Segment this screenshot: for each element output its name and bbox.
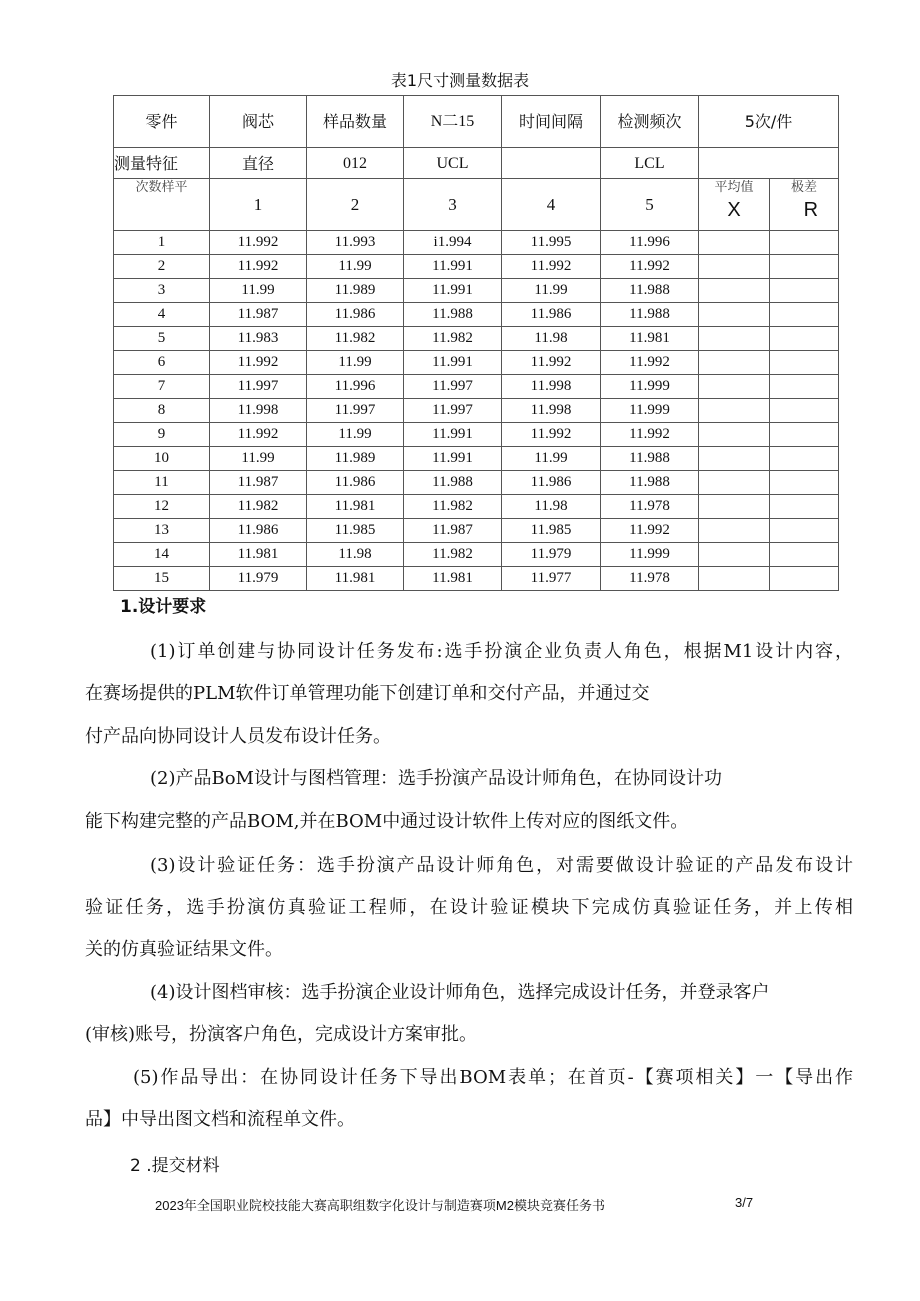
header-cell: 直径 [210,148,307,179]
range-cell [770,567,839,591]
measurement-cell: i1.994 [404,231,502,255]
measurement-cell: 11.99 [307,351,404,375]
measurement-cell: 11.986 [307,471,404,495]
mean-cell [699,255,770,279]
header-cell: 阀芯 [210,96,307,148]
range-cell [770,543,839,567]
header-cell [502,148,601,179]
header-cell [699,148,839,179]
measurement-cell: 11.986 [210,519,307,543]
measurement-cell: 11.992 [210,231,307,255]
measurement-cell: 11.988 [601,303,699,327]
measurement-cell: 11.981 [404,567,502,591]
mean-cell [699,471,770,495]
header-cell: 零件 [114,96,210,148]
measurement-cell: 11.987 [404,519,502,543]
row-index-cell: 12 [114,495,210,519]
measurement-cell: 11.997 [210,375,307,399]
table-row [114,447,839,471]
mean-cell [699,423,770,447]
measurement-cell: 11.988 [601,279,699,303]
mean-cell [699,519,770,543]
header-cell: 时间间隔 [502,96,601,148]
measurement-cell: 11.997 [307,399,404,423]
mean-cell [699,231,770,255]
table-row [114,375,839,399]
measurement-cell: 11.989 [307,279,404,303]
header-cell: UCL [404,148,502,179]
measurement-cell: 11.99 [210,447,307,471]
measurement-cell: 11.999 [601,399,699,423]
range-cell [770,255,839,279]
measurement-cell: 11.982 [307,327,404,351]
table-row [114,543,839,567]
measurement-cell: 11.981 [307,495,404,519]
range-symbol: R [803,199,819,221]
measurement-cell: 11.99 [502,447,601,471]
measurement-cell: 11.996 [601,231,699,255]
row-index-cell: 11 [114,471,210,495]
row-index-cell: 8 [114,399,210,423]
measurement-cell: 11.992 [601,351,699,375]
sample-header: 1 [210,179,307,231]
range-cell [770,351,839,375]
measurement-cell: 11.987 [210,471,307,495]
measurement-cell: 11.991 [404,423,502,447]
mean-cell [699,447,770,471]
measurement-cell: 11.985 [307,519,404,543]
page-number: 3/7 [735,1195,754,1210]
measurement-cell: 11.982 [404,495,502,519]
measurement-cell: 11.995 [502,231,601,255]
measurement-cell: 11.978 [601,567,699,591]
measurement-cell: 11.98 [502,327,601,351]
measurement-cell: 11.978 [601,495,699,519]
header-cell: 5次/件 [699,96,839,148]
measurement-table [113,95,839,591]
mean-cell [699,495,770,519]
sample-header: 2 [307,179,404,231]
measurement-cell: 11.991 [404,447,502,471]
range-cell [770,519,839,543]
table-row [114,351,839,375]
measurement-cell: 11.986 [307,303,404,327]
measurement-cell: 11.992 [210,351,307,375]
range-cell [770,471,839,495]
table-row [114,519,839,543]
measurement-cell: 11.99 [502,279,601,303]
measurement-cell: 11.992 [601,519,699,543]
sample-header: 3 [404,179,502,231]
measurement-cell: 11.991 [404,279,502,303]
table-row [114,231,839,255]
mean-cell [699,303,770,327]
row-index-cell: 1 [114,231,210,255]
header-cell: 012 [307,148,404,179]
measurement-cell: 11.988 [404,471,502,495]
row-index-cell: 7 [114,375,210,399]
row-index-cell: 15 [114,567,210,591]
measurement-cell: 11.998 [502,375,601,399]
table-row [114,495,839,519]
paragraph-line: (2)产品BoM设计与图档管理：选手扮演产品设计师角色，在协同设计功 [150,768,722,789]
sample-header: 5 [601,179,699,231]
measurement-cell: 11.997 [404,399,502,423]
table-caption: 表1尺寸测量数据表 [390,71,530,90]
measurement-cell: 11.979 [502,543,601,567]
measurement-cell: 11.992 [210,423,307,447]
paragraph-line: (3)设计验证任务：选手扮演产品设计师角色，对需要做设计验证的产品发布设计 [150,855,853,876]
mean-label: 平均值 [714,180,754,195]
measurement-cell: 11.998 [502,399,601,423]
range-cell [770,303,839,327]
header-cell: 检测频次 [601,96,699,148]
row-index-cell: 9 [114,423,210,447]
mean-header [699,179,770,231]
paragraph-line: 验证任务，选手扮演仿真验证工程师，在设计验证模块下完成仿真验证任务，并上传相 [85,897,853,918]
header-cell: 测量特征 [114,148,210,179]
range-label: 极差 [791,180,818,195]
row-index-cell: 4 [114,303,210,327]
measurement-cell: 11.99 [307,423,404,447]
range-cell [770,423,839,447]
header-row-3 [114,179,839,231]
measurement-cell: 11.99 [307,255,404,279]
measurement-cell: 11.992 [502,423,601,447]
measurement-cell: 11.989 [307,447,404,471]
measurement-cell: 11.99 [210,279,307,303]
paragraph-line: (审核)账号，扮演客户角色，完成设计方案审批。 [85,1024,478,1045]
mean-cell [699,351,770,375]
measurement-cell: 11.988 [404,303,502,327]
paragraph-line: (1)订单创建与协同设计任务发布:选手扮演企业负责人角色，根据M1设计内容， [150,641,853,662]
mean-cell [699,543,770,567]
header-cell: LCL [601,148,699,179]
measurement-cell: 11.993 [307,231,404,255]
header-cell: 样品数量 [307,96,404,148]
header-cell: N二15 [404,96,502,148]
mean-cell [699,279,770,303]
range-cell [770,327,839,351]
range-cell [770,399,839,423]
paragraph-line: 关的仿真验证结果文件。 [85,939,283,960]
measurement-cell: 11.991 [404,351,502,375]
measurement-cell: 11.992 [502,351,601,375]
paragraph-line: 品】中导出图文档和流程单文件。 [85,1109,355,1130]
sample-header: 4 [502,179,601,231]
measurement-cell: 11.98 [307,543,404,567]
mean-symbol: X [727,199,741,221]
range-cell [770,279,839,303]
table-row [114,399,839,423]
measurement-cell: 11.991 [404,255,502,279]
range-cell [770,375,839,399]
measurement-cell: 11.98 [502,495,601,519]
range-cell [770,495,839,519]
section-heading-submission-materials: 2 .提交材料 [130,1156,220,1176]
paragraph-line: 在赛场提供的PLM软件订单管理功能下创建订单和交付产品，并通过交 [85,683,650,704]
measurement-cell: 11.998 [210,399,307,423]
row-index-cell: 5 [114,327,210,351]
table-row [114,255,839,279]
row-index-cell: 2 [114,255,210,279]
mean-cell [699,567,770,591]
row-index-cell: 6 [114,351,210,375]
paragraph-line: 付产品向协同设计人员发布设计任务。 [85,726,391,747]
measurement-cell: 11.979 [210,567,307,591]
row-index-cell: 14 [114,543,210,567]
corner-cell: 次数样平 [114,179,210,231]
measurement-cell: 11.992 [601,255,699,279]
paragraph-line: (4)设计图档审核：选手扮演企业设计师角色，选择完成设计任务，并登录客户 [150,982,770,1003]
header-row-2 [114,148,839,179]
measurement-cell: 11.981 [601,327,699,351]
mean-cell [699,399,770,423]
paragraph-line: (5)作品导出：在协同设计任务下导出BOM表单；在首页-【赛项相关】一【导出作 [133,1067,853,1088]
mean-cell [699,375,770,399]
table-row [114,567,839,591]
measurement-cell: 11.987 [210,303,307,327]
measurement-cell: 11.999 [601,375,699,399]
measurement-cell: 11.999 [601,543,699,567]
measurement-cell: 11.992 [210,255,307,279]
footer-title: 2023年全国职业院校技能大赛高职组数字化设计与制造赛项M2模块竞赛任务书 [155,1198,605,1213]
measurement-cell: 11.988 [601,447,699,471]
measurement-cell: 11.986 [502,471,601,495]
row-index-cell: 3 [114,279,210,303]
table-row [114,327,839,351]
measurement-cell: 11.981 [210,543,307,567]
measurement-cell: 11.985 [502,519,601,543]
table-row [114,423,839,447]
section-heading-design-requirements: 1.设计要求 [120,597,207,617]
row-index-cell: 10 [114,447,210,471]
table-row [114,471,839,495]
measurement-cell: 11.983 [210,327,307,351]
measurement-cell: 11.986 [502,303,601,327]
paragraph-line: 能下构建完整的产品BOM,并在BOM中通过设计软件上传对应的图纸文件。 [85,811,689,832]
row-index-cell: 13 [114,519,210,543]
measurement-cell: 11.996 [307,375,404,399]
measurement-cell: 11.992 [502,255,601,279]
mean-cell [699,327,770,351]
measurement-cell: 11.981 [307,567,404,591]
measurement-cell: 11.977 [502,567,601,591]
measurement-cell: 11.992 [601,423,699,447]
measurement-cell: 11.982 [404,327,502,351]
measurement-cell: 11.982 [404,543,502,567]
range-cell [770,231,839,255]
range-cell [770,447,839,471]
range-header [770,179,839,231]
table-row [114,303,839,327]
header-row-1 [114,96,839,148]
measurement-cell: 11.988 [601,471,699,495]
table-row [114,279,839,303]
measurement-cell: 11.982 [210,495,307,519]
measurement-cell: 11.997 [404,375,502,399]
